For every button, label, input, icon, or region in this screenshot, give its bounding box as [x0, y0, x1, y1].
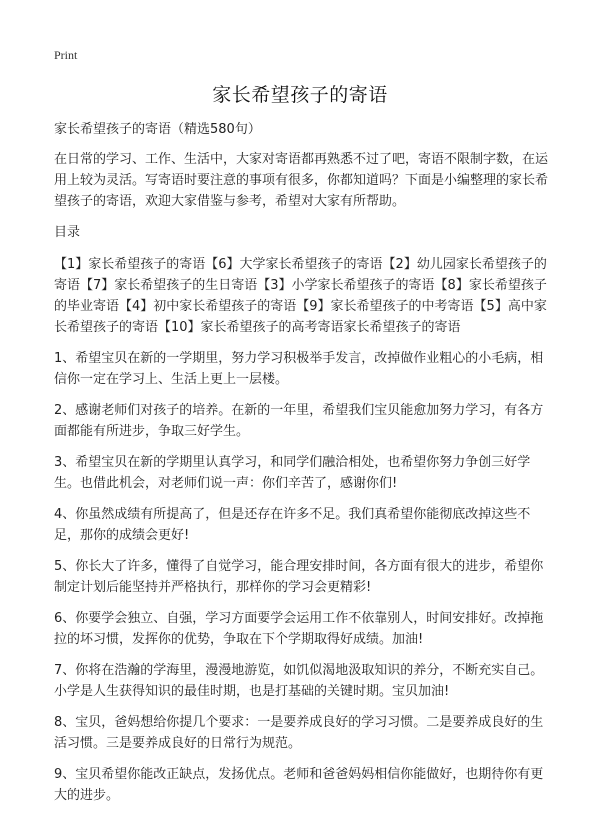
- print-label: Print: [54, 48, 78, 62]
- message-item-8: 8、宝贝，爸妈想给你提几个要求：一是要养成良好的学习习惯。二是要养成良好的生活习惯。三是要养成良好的日常行为规范。: [54, 715, 544, 751]
- document-subtitle: 家长希望孩子的寄语（精选580句）: [54, 122, 261, 137]
- message-item-2: 2、感谢老师们对孩子的培养。在新的一年里，希望我们宝贝能愈加努力学习，有各方面都能有所进步，争取三好学生。: [54, 403, 544, 439]
- message-item-3: 3、希望宝贝在新的学期里认真学习，和同学们融洽相处，也希望你努力争创三好学生。也借此机会，对老师们说一声：你们辛苦了，感谢你们!: [54, 455, 531, 491]
- toc-list: 【1】家长希望孩子的寄语【6】大学家长希望孩子的寄语【2】幼儿园家长希望孩子的寄语【7】家长希望孩子的生日寄语【3】小学家长希望孩子的寄语【8】家长希望孩子的毕业寄语【4】初中家长希望孩子的寄语【9】家长希望孩子的中考寄语【5】高中家长希望孩子的寄语【10】家长希望孩子的高考寄语家长希望孩子的寄语: [54, 257, 547, 335]
- message-item-6: 6、你要学会独立、自强，学习方面要学会运用工作不依靠别人，时间安排好。改掉拖拉的坏习惯，发挥你的优势，争取在下个学期取得好成绩。加油!: [54, 611, 544, 647]
- toc-heading: 目录: [54, 225, 81, 240]
- message-item-4: 4、你虽然成绩有所提高了，但是还存在许多不足。我们真希望你能彻底改掉这些不足，那你的成绩会更好!: [54, 507, 531, 543]
- document-body: [54, 119, 554, 816]
- message-item-9: 9、宝贝希望你能改正缺点，发扬优点。老师和爸爸妈妈相信你能做好，也期待你有更大的进步。: [54, 767, 544, 803]
- message-item-1: 1、希望宝贝在新的一学期里，努力学习积极举手发言，改掉做作业粗心的小毛病，相信你一定在学习上、生活上更上一层楼。: [54, 351, 544, 387]
- document-title: 家长希望孩子的寄语: [212, 84, 388, 106]
- message-item-7: 7、你将在浩瀚的学海里，漫漫地游览，如饥似渴地汲取知识的养分，不断充实自己。小学是人生获得知识的最佳时期，也是打基础的关键时期。宝贝加油!: [54, 663, 544, 699]
- message-item-5: 5、你长大了许多，懂得了自觉学习，能合理安排时间，各方面有很大的进步，希望你制定计划后能坚持并严格执行，那样你的学习会更精彩!: [54, 559, 544, 595]
- intro-paragraph: 在日常的学习、工作、生活中，大家对寄语都再熟悉不过了吧，寄语不限制字数，在运用上较为灵活。写寄语时要注意的事项有很多，你都知道吗？下面是小编整理的家长希望孩子的寄语，欢迎大家借鉴与参考，希望对大家有所帮助。: [54, 152, 549, 209]
